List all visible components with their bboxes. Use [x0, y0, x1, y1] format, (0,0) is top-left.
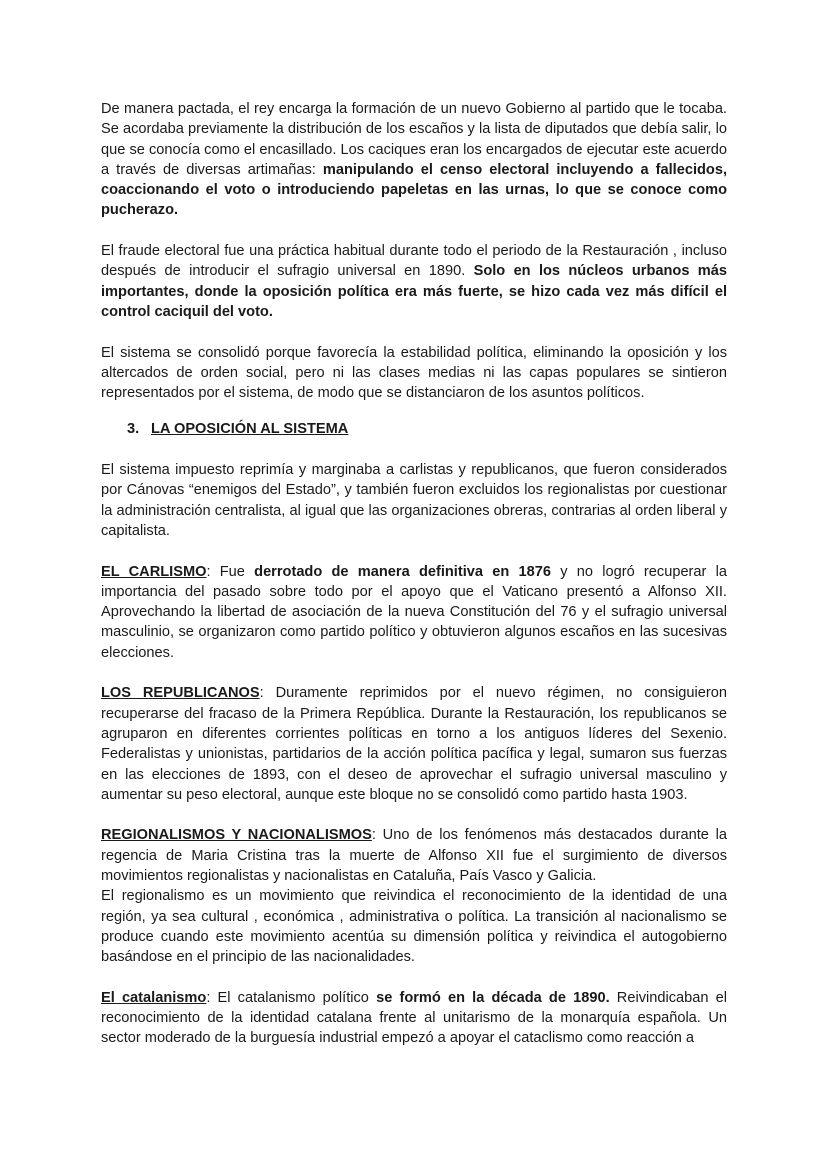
section-number: 3. [127, 421, 140, 438]
paragraph-catalanismo [101, 988, 727, 1049]
carlismo-heading: EL CARLISMO [101, 563, 207, 580]
paragraph-regionalismos [101, 825, 727, 886]
paragraph-bold-text: se formó en la década de 1890. [376, 989, 610, 1006]
paragraph-fraude [101, 241, 727, 322]
catalanismo-heading: El catalanismo [101, 989, 207, 1006]
paragraph-text: : El catalanismo político [206, 989, 377, 1006]
paragraph-republicanos [101, 683, 727, 805]
paragraph-text: : Duramente reprimidos por el nuevo régimen, no consiguieron recuperarse del fracaso de la Primera República. Durante la Restauración, los republicanos se agruparon en diferentes corrientes políticas en torno a los antiguos líderes del Sexenio. Federalistas y unionistas, partidarios de la acción política pacífica y legal, sumaron sus fuerzas en las elecciones de 1893, con el deseo de aprovechar el sufragio universal masculino y aumentar su peso electoral, aunque este bloque no se consolidó como partido hasta 1903. [101, 685, 727, 803]
paragraph-text: El regionalismo es un movimiento que reivindica el reconocimiento de la identidad de una región, ya sea cultural , económica , administrativa o política. La transición al nacionalismo se produce cuando este movimiento acentúa su dimensión política y reivindica el autogobierno basándose en el principio de las nacionalidades. [101, 888, 727, 966]
paragraph-text: El fraude electoral fue una práctica habitual durante todo el periodo de la Restauración , incluso después de introducir el sufragio universal en 1890. [101, 243, 727, 280]
regionalismos-heading: REGIONALISMOS Y NACIONALISMOS [101, 827, 372, 844]
paragraph-bold-text: derrotado de manera definitiva en 1876 [254, 563, 551, 580]
paragraph-text: : Fue [206, 563, 255, 580]
paragraph-text: De manera pactada, el rey encarga la formación de un nuevo Gobierno al partido que le tocaba. Se acordaba previamente la distribución de los escaños y la lista de diputados que debía salir, lo que se conocía como el encasillado. Los caciques eran los encargados de ejecutar este acuerdo a través de diversas artimañas: [101, 101, 727, 178]
paragraph-bold-text: Solo en los núcleos urbanos más importantes, donde la oposición política era más fuerte, se hizo cada vez más difícil el control caciquil del voto. [101, 263, 727, 320]
paragraph-oposicion [101, 460, 727, 541]
paragraph-text: Reivindicaban el reconocimiento de la identidad catalana frente al unitarismo de la monarquía española. Un sector moderado de la burguesía industrial empezó a apoyar el cataclismo como reacción a [101, 989, 727, 1047]
paragraph-text: El sistema impuesto reprimía y marginaba a carlistas y republicanos, que fueron considerados por Cánovas “enemigos del Estado”, y también fueron excluidos los regionalistas por cuestionar la administración centralista, al igual que las organizaciones obreras, contrarias al orden liberal y capitalista. [101, 462, 727, 539]
paragraph-text: : Uno de los fenómenos más destacados durante la regencia de Maria Cristina tras la muerte de Alfonso XII fue el surgimiento de diversos movimientos regionalistas y nacionalistas en Cataluña, País Vasco y Galicia. [101, 827, 727, 884]
republicanos-heading: LOS REPUBLICANOS [101, 685, 260, 702]
paragraph-sistema [101, 343, 727, 404]
paragraph-regionalismo-definicion [101, 886, 727, 967]
paragraph-carlismo [101, 562, 727, 663]
section-title: LA OPOSICIÓN AL SISTEMA [151, 421, 349, 438]
section-heading [101, 419, 727, 439]
paragraph-encasillado [101, 99, 727, 221]
paragraph-text: El sistema se consolidó porque favorecía la estabilidad política, eliminando la oposición y los altercados de orden social, pero ni las clases medias ni las capas populares se sintieron representados por el sistema, de modo que se distanciaron de los asuntos políticos. [101, 344, 727, 402]
paragraph-bold-text: manipulando el censo electoral incluyendo a fallecidos, coaccionando el voto o introduciendo papeletas en las urnas, lo que se conoce como pucherazo. [101, 161, 728, 219]
paragraph-text: y no logró recuperar la importancia del pasado sobre todo por el apoyo que el Vaticano presentó a Alfonso XII. Aprovechando la libertad de asociación de la nueva Constitución del 76 y el sufragio universal masculinio, se organizaron como partido político y obtuvieron algunos escaños en las sucesivas elecciones. [101, 563, 727, 661]
document-page [101, 99, 727, 1049]
